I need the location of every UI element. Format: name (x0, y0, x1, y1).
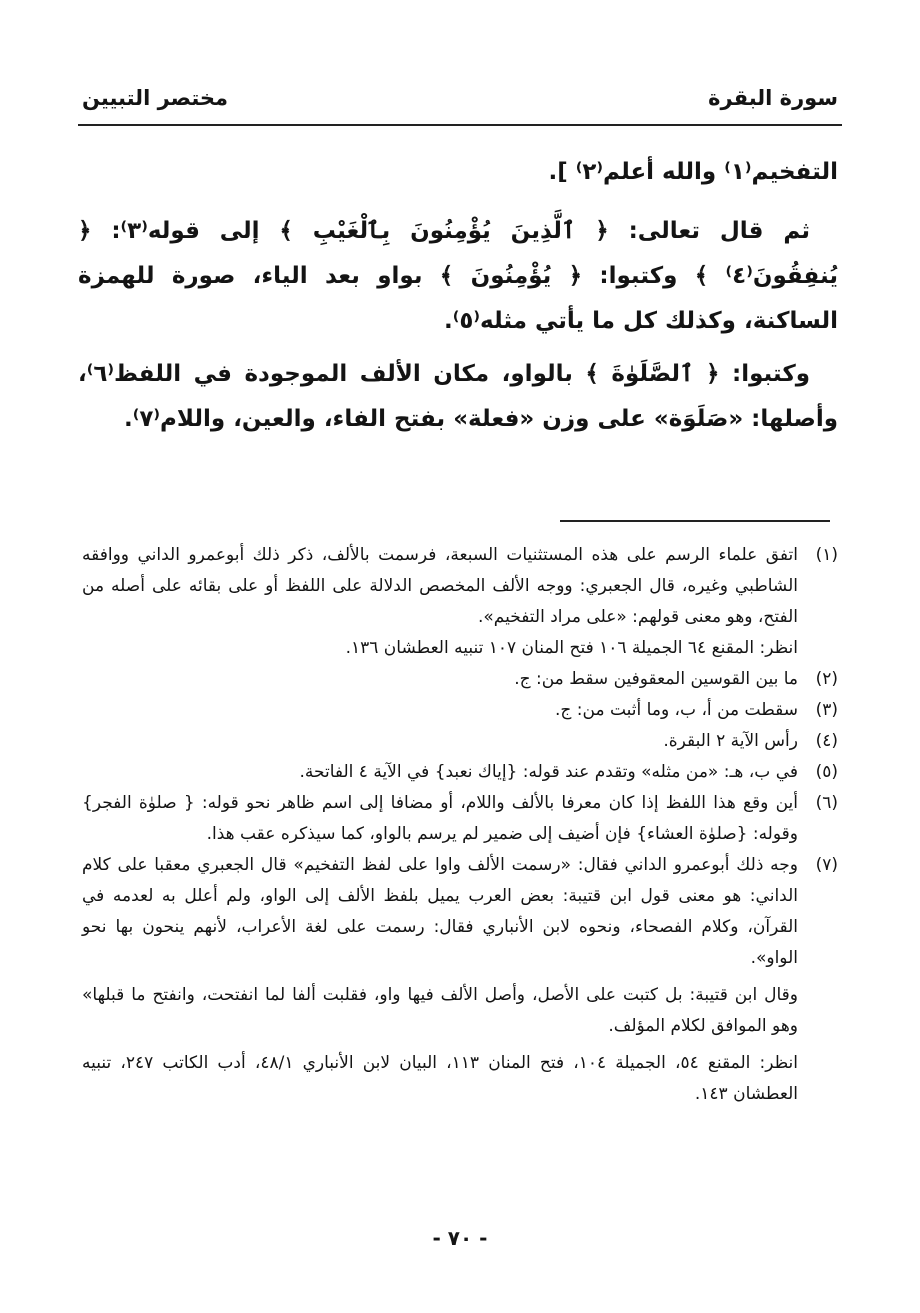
paragraph-1: التفخيم⁽١⁾ والله أعلم⁽٢⁾ ]. (548, 159, 838, 185)
footnote-number: (٦) (815, 793, 838, 813)
footnote-divider (560, 520, 830, 522)
footnote-5 (82, 757, 838, 788)
footnotes (82, 540, 838, 1110)
footnote-text: سقطت من أ، ب، وما أثبت من: ج. (555, 700, 798, 720)
footnote-text: رأس الآية ٢ البقرة. (663, 731, 798, 751)
header-divider (78, 124, 842, 126)
footnote-7 (82, 850, 838, 1110)
header-book-title: مختصر التبيين (82, 86, 229, 110)
header-surah-title: سورة البقرة (708, 86, 838, 110)
running-header (82, 86, 838, 110)
footnote-number: (٥) (815, 762, 838, 782)
footnote-text: اتفق علماء الرسم على هذه المستثنيات السبعة، فرسمت بالألف، ذكر ذلك أبوعمرو الداني ووافقه الشاطبي وغيره، قال الجعبري: ووجه الألف المخصص الدلالة على اللفظ أو على بقائه على أصله من الفتح، وهو معنى قولهم: «على مراد التفخيم». (82, 545, 798, 627)
footnote-number: (١) (815, 545, 838, 565)
paragraph-2: ثم قال تعالى: ﴿ ٱلَّذِينَ يُؤْمِنُونَ بِٱلْغَيْبِ ﴾ إلى قوله⁽٣⁾: ﴿ يُنفِقُونَ⁽٤⁾ ﴾ وكتبوا: ﴿ يُؤْمِنُونَ ﴾ بواو بعد الياء، صورة للهمزة الساكنة، وكذلك كل ما يأتي مثله⁽٥⁾. (78, 218, 838, 334)
page-number: - ٧٠ - (432, 1226, 488, 1250)
footnote-text: انظر: المقنع ٦٤ الجميلة ١٠٦ فتح المنان ١٠٧ تنبيه العطشان ١٣٦. (345, 638, 798, 658)
footnote-2 (82, 664, 838, 695)
footnote-6 (82, 788, 838, 850)
footnote-1 (82, 540, 838, 664)
footnote-3 (82, 695, 838, 726)
footnote-number: (٧) (815, 855, 838, 875)
paragraph-3: وكتبوا: ﴿ ٱلصَّلَوٰةَ ﴾ بالواو، مكان الألف الموجودة في اللفظ⁽٦⁾، وأصلها: «صَلَوَة» على وزن «فعلة» بفتح الفاء، والعين، واللام⁽٧⁾. (78, 361, 838, 432)
footnote-text: في ب، هـ: «من مثله» وتقدم عند قوله: {إياك نعبد} في الآية ٤ الفاتحة. (299, 762, 798, 782)
footnote-number: (٢) (815, 669, 838, 689)
footnote-4 (82, 726, 838, 757)
footnote-text: وقال ابن قتيبة: بل كتبت على الأصل، وأصل الألف فيها واو، فقلبت ألفا لما انفتحت، وانفتح ما قبلها» وهو الموافق لكلام المؤلف. (82, 985, 798, 1036)
footnote-text: وجه ذلك أبوعمرو الداني فقال: «رسمت الألف واوا على لفظ التفخيم» قال الجعبري معقبا على كلام الداني: هو معنى قول ابن قتيبة: بعض العرب يميل بلفظ الألف إلى الواو، ولم أعلل به لعدمه في القرآن، وكلام الفصحاء، ونحوه لابن الأنباري فقال: رسمت على لغة الأعراب، لأنهم ينحون بها نحو الواو». (82, 855, 798, 968)
footnote-text: ما بين القوسين المعقوفين سقط من: ج. (514, 669, 798, 689)
footnote-text: انظر: المقنع ٥٤، الجميلة ١٠٤، فتح المنان ١١٣، البيان لابن الأنباري ٤٨/١، أدب الكاتب ٢٤٧، تنبيه العطشان ١٤٣. (82, 1053, 798, 1104)
footnote-text: أين وقع هذا اللفظ إذا كان معرفا بالألف واللام، أو مضافا إلى اسم ظاهر نحو قوله: { صلوٰة الفجر} وقوله: {صلوٰة العشاء} فإن أضيف إلى ضمير لم يرسم بالواو، كما سيذكره عقب هذا. (82, 793, 798, 844)
footnote-number: (٤) (815, 731, 838, 751)
footnote-number: (٣) (815, 700, 838, 720)
main-text (78, 150, 838, 442)
